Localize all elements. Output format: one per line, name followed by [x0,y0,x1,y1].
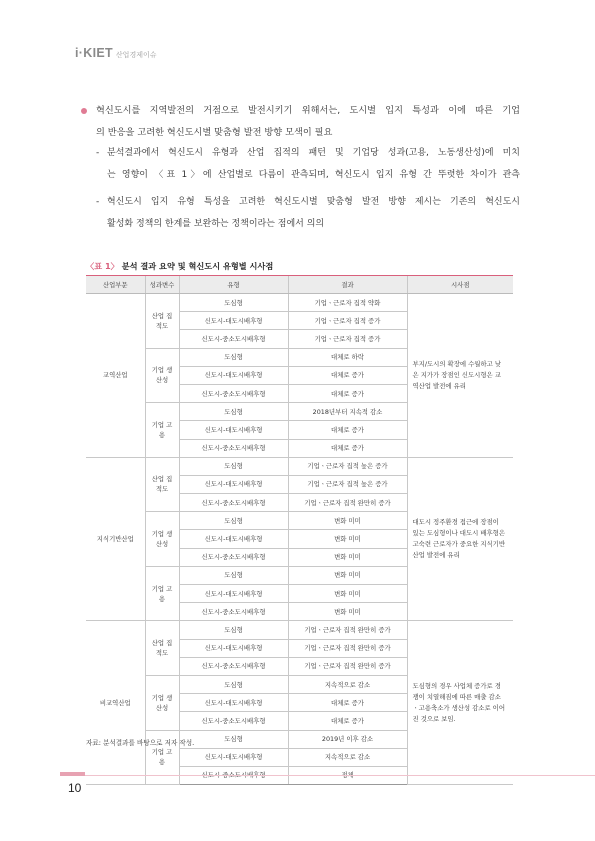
result-cell: 변화 미미 [288,566,407,584]
footer-divider [60,775,595,776]
header-logo [75,46,157,60]
result-cell: 기업ㆍ근로자 집적 완만히 증가 [288,657,407,675]
result-cell: 변화 미미 [288,585,407,603]
result-cell: 기업ㆍ근로자 집적 증가 [288,330,407,348]
result-cell: 대체로 증가 [288,694,407,712]
industry-cell: 비교역산업 [86,621,145,785]
result-cell: 기업ㆍ근로자 집적 높은 증가 [288,457,407,475]
type-cell: 신도시-대도시배후형 [179,694,288,712]
result-cell: 2019년 이후 감소 [288,730,407,748]
result-cell: 기업ㆍ근로자 집적 완만히 증가 [288,621,407,639]
footer-accent-bar [60,772,85,776]
type-cell: 신도시-중소도시배후형 [179,439,288,457]
result-cell: 변화 미미 [288,603,407,621]
type-cell: 신도시-중소도시배후형 [179,603,288,621]
sub-bullet-2-line-2: 활성화 정책의 한계를 보완하는 정책이라는 점에서 의의 [107,218,325,229]
main-bullet-line-2: 의 반응을 고려한 혁신도시별 맞춤형 발전 방향 모색이 필요 [96,126,333,138]
table-caption: 분석 결과 요약 및 혁신도시 유형별 시사점 [121,261,274,271]
result-cell: 변화 미미 [288,548,407,566]
result-cell: 기업ㆍ근로자 집적 높은 증가 [288,475,407,493]
variable-cell: 산업 집적도 [145,621,179,676]
variable-cell: 기업 생산성 [145,675,179,730]
sub-bullet-1 [97,143,520,186]
header-implication: 시사점 [407,276,513,294]
result-cell: 2018년부터 지속적 감소 [288,403,407,421]
type-cell: 신도시-중소도시배후형 [179,657,288,675]
result-cell: 대체로 증가 [288,384,407,402]
result-cell: 변화 미미 [288,530,407,548]
type-cell: 신도시-대도시배후형 [179,585,288,603]
type-cell: 도심형 [179,294,288,312]
type-cell: 도심형 [179,730,288,748]
type-cell: 신도시-대도시배후형 [179,312,288,330]
variable-cell: 기업 고용 [145,730,179,785]
table-number: 〈표 1〉 [86,261,119,271]
type-cell: 도심형 [179,457,288,475]
variable-cell: 기업 생산성 [145,348,179,403]
main-bullet [88,100,520,143]
result-cell: 기업ㆍ근로자 집적 약화 [288,294,407,312]
type-cell: 신도시-중소도시배후형 [179,494,288,512]
implication-cell: 부지/도시의 확장에 수월하고 낮은 지가가 장점인 신도시형은 교역산업 발전에 유리 [407,294,513,458]
result-cell: 변화 미미 [288,512,407,530]
type-cell: 도심형 [179,675,288,693]
type-cell: 신도시-중소도시배후형 [179,330,288,348]
result-cell: 기업ㆍ근로자 집적 완만히 증가 [288,639,407,657]
table-row [86,457,513,475]
summary-table [86,275,513,785]
page-number: 10 [68,781,82,795]
implication-cell: 대도시 정주환경 접근에 장점이 있는 도심형이나 대도시 배후형은 고숙련 근로자가 중요한 지식기반산업 발전에 유리 [407,457,513,621]
type-cell: 도심형 [179,512,288,530]
type-cell: 신도시-대도시배후형 [179,530,288,548]
industry-cell: 교역산업 [86,294,145,458]
table-row [86,294,513,312]
sub-bullet-1-line-2: 는 영향이 〈표 1〉에 산업별로 다름이 관측되며, 혁신도시 입지 유형 간 뚜렷한 차이가 관측 [107,169,520,180]
header-type: 유형 [179,276,288,294]
type-cell: 신도시-중소도시배후형 [179,384,288,402]
result-cell: 대체로 증가 [288,712,407,730]
table-row [86,621,513,639]
variable-cell: 기업 고용 [145,566,179,621]
header-industry: 산업부문 [86,276,145,294]
type-cell: 도심형 [179,621,288,639]
sub-bullet-1-line-1: 분석결과에서 혁신도시 유형과 산업 집적의 패턴 및 기업당 성과(고용, 노동생산성)에 미치 [107,148,520,158]
sub-bullet-2 [97,192,520,235]
implication-cell: 도심형의 경우 사업체 증가로 경쟁이 치열해짐에 따른 매출 감소ㆍ고용축소가 생산성 감소로 이어진 것으로 보임. [407,621,513,785]
type-cell: 신도시-중소도시배후형 [179,548,288,566]
main-bullet-line-1: 혁신도시를 지역발전의 거점으로 발전시키기 위해서는, 도시별 입지 특성과 이에 따른 기업 [96,105,520,116]
sub-bullet-2-line-1: 혁신도시 입지 유형 특성을 고려한 혁신도시별 맞춤형 발전 방향 제시는 기존의 혁신도시 [107,197,520,207]
type-cell: 도심형 [179,348,288,366]
publication-name: 산업경제이슈 [115,51,157,59]
result-cell: 지속적으로 감소 [288,748,407,766]
dash-marker: - [96,148,100,158]
source-note: 자료: 분석결과를 바탕으로 저자 작성. [86,739,195,747]
type-cell: 신도시-대도시배후형 [179,639,288,657]
kiet-logo: i·KIET [75,46,113,60]
header-result: 결과 [288,276,407,294]
header-variable: 성과변수 [145,276,179,294]
result-cell: 대체로 증가 [288,366,407,384]
result-cell: 기업ㆍ근로자 집적 증가 [288,312,407,330]
table-title [86,261,273,272]
type-cell: 신도시-대도시배후형 [179,421,288,439]
type-cell: 신도시-대도시배후형 [179,748,288,766]
variable-cell: 기업 생산성 [145,512,179,567]
bullet-dot-icon [81,108,87,114]
type-cell: 신도시-중소도시배후형 [179,712,288,730]
table-header-row [86,276,513,294]
result-cell: 지속적으로 감소 [288,675,407,693]
type-cell: 신도시-대도시배후형 [179,366,288,384]
variable-cell: 산업 집적도 [145,294,179,349]
type-cell: 도심형 [179,403,288,421]
table-body [86,294,513,785]
variable-cell: 기업 고용 [145,403,179,458]
result-cell: 대체로 증가 [288,421,407,439]
variable-cell: 산업 집적도 [145,457,179,512]
result-cell: 기업ㆍ근로자 집적 완만히 증가 [288,494,407,512]
type-cell: 신도시-대도시배후형 [179,475,288,493]
result-cell: 대체로 하락 [288,348,407,366]
type-cell: 도심형 [179,566,288,584]
result-cell: 대체로 증가 [288,439,407,457]
industry-cell: 지식기반산업 [86,457,145,621]
dash-marker: - [96,197,100,207]
